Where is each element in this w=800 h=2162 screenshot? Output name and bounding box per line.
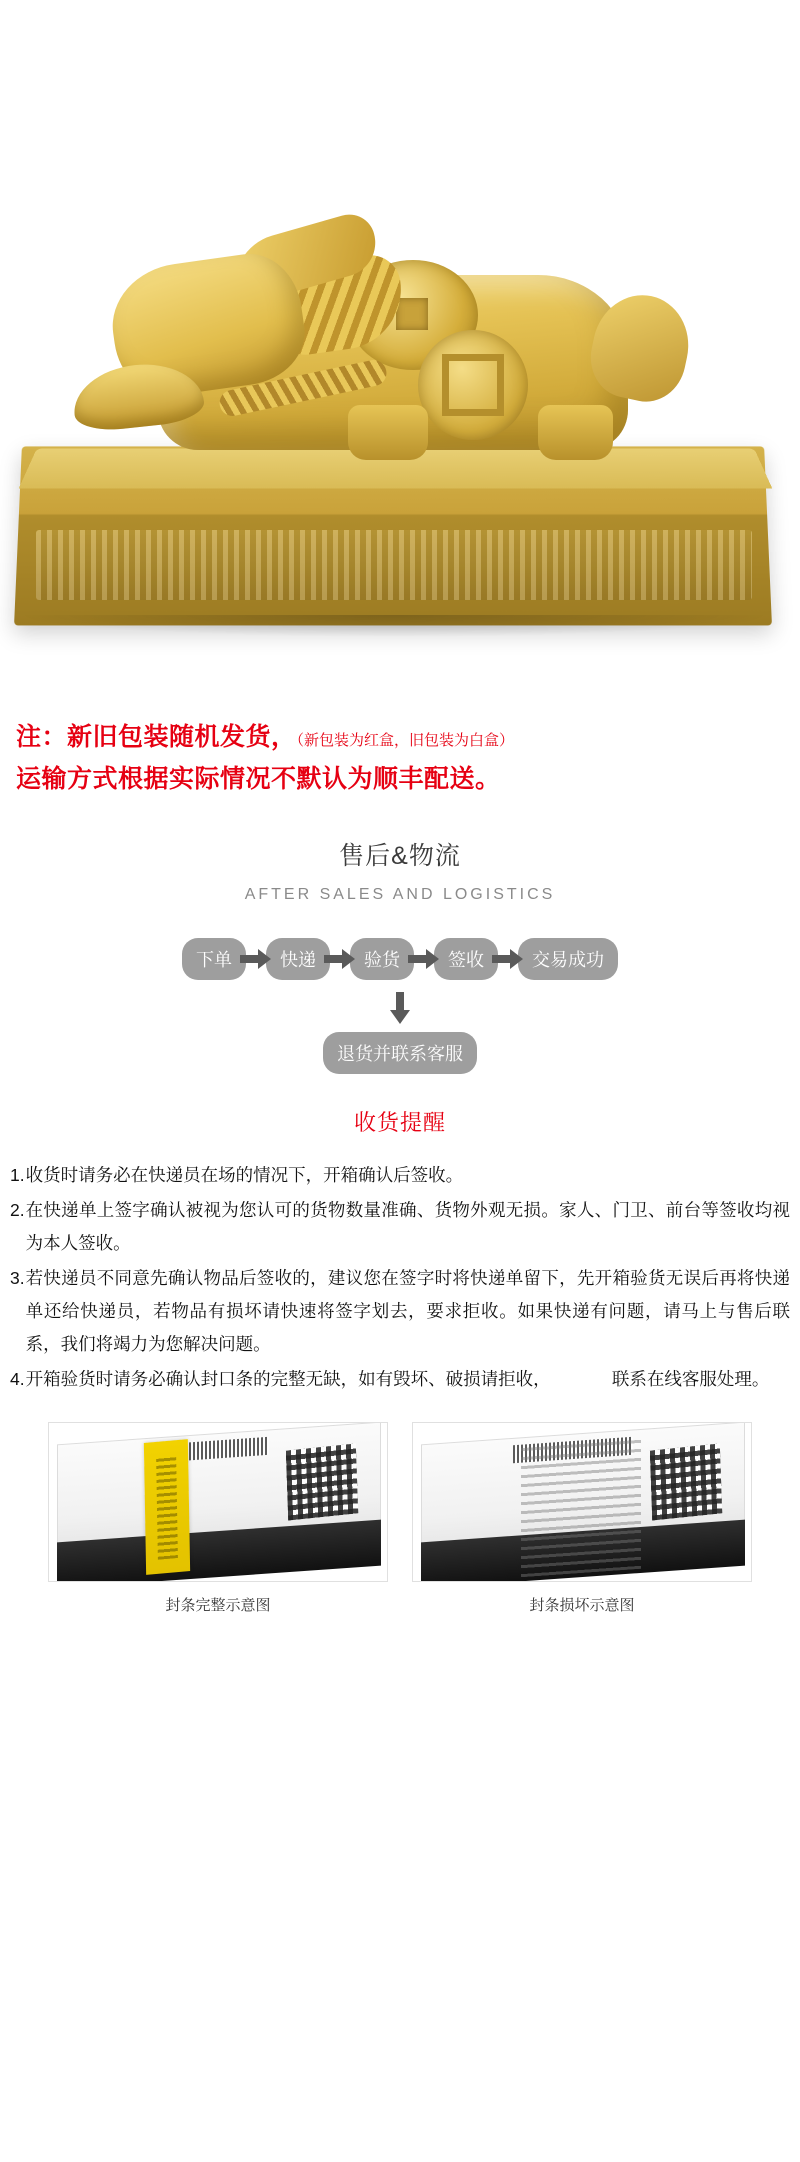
seal-photo-caption: 封条完整示意图 — [165, 1597, 271, 1614]
seal-photo-caption: 封条损坏示意图 — [529, 1597, 635, 1614]
flow-step-inspect: 验货 — [350, 938, 414, 980]
pixiu-medallion — [418, 330, 528, 440]
flow-step-order: 下单 — [182, 938, 246, 980]
rule-number: 3. — [10, 1268, 25, 1288]
rule-text: 在快递单上签字确认被视为您认可的货物数量准确、货物外观无损。家人、门卫、前台等签收均视为本人签收。 — [25, 1200, 790, 1253]
rule-number: 4. — [10, 1369, 25, 1389]
qr-code-icon — [650, 1443, 722, 1520]
shipping-notice — [0, 700, 800, 802]
logistics-flow — [0, 938, 800, 980]
section-title-en: AFTER SALES AND LOGISTICS — [244, 886, 556, 903]
base-shadow — [18, 615, 770, 637]
rule-item — [10, 1159, 790, 1192]
seal-photo-image-intact — [48, 1422, 388, 1582]
notice-line-2: 运输方式根据实际情况不默认为顺丰配送。 — [16, 765, 501, 793]
rule-text: 若快递员不同意先确认物品后签收的，建议您在签字时将快递单留下，先开箱验货无误后再将快递单还给快递员，若物品有损坏请快速将签字划去，要求拒收。如果快递有问题，请马上与售后联系，我们将竭力为您解决问题。 — [25, 1268, 790, 1354]
flow-down-connector — [0, 992, 800, 1028]
flow-step-success: 交易成功 — [518, 938, 618, 980]
seal-photo-intact — [48, 1422, 388, 1615]
rule-text: 收货时请务必在快递员在场的情况下，开箱确认后签收。 — [25, 1165, 464, 1185]
arrow-down-icon — [388, 992, 412, 1028]
seal-photos — [0, 1422, 800, 1615]
notice-line-1 — [16, 718, 784, 760]
seal-photo-image-broken — [412, 1422, 752, 1582]
broken-seal-residue — [521, 1439, 641, 1577]
reminder-title: 收货提醒 — [353, 1110, 446, 1135]
flow-final-row — [0, 1032, 800, 1074]
yellow-seal-tape — [144, 1439, 190, 1575]
notice-paren-text: （新包装为红盒，旧包装为白盒） — [296, 732, 515, 749]
flow-step-express: 快递 — [266, 938, 330, 980]
rule-number: 1. — [10, 1165, 25, 1185]
flow-step-return-contact-support: 退货并联系客服 — [323, 1032, 477, 1074]
bottom-spacer — [0, 1615, 800, 1637]
product-hero-image — [0, 0, 800, 700]
seal-photo-broken — [412, 1422, 752, 1615]
section-title-cn: 售后&物流 — [339, 842, 461, 870]
pixiu-illustration — [18, 200, 782, 670]
flow-step-signoff: 签收 — [434, 938, 498, 980]
reminder-rules — [10, 1159, 790, 1396]
rule-text: 开箱验货时请务必确认封口条的完整无缺，如有毁坏、破损请拒收， 联系在线客服处理。 — [25, 1369, 770, 1389]
notice-main-text: 注：新旧包装随机发货， — [16, 723, 297, 751]
rule-item — [10, 1194, 790, 1260]
pixiu-front-leg — [348, 405, 428, 460]
rule-item — [10, 1262, 790, 1361]
qr-code-icon — [286, 1443, 358, 1520]
section-heading — [0, 836, 800, 904]
pixiu-back-leg — [538, 405, 613, 460]
base-carving — [36, 530, 752, 600]
rule-number: 2. — [10, 1200, 25, 1220]
rule-item — [10, 1363, 790, 1396]
